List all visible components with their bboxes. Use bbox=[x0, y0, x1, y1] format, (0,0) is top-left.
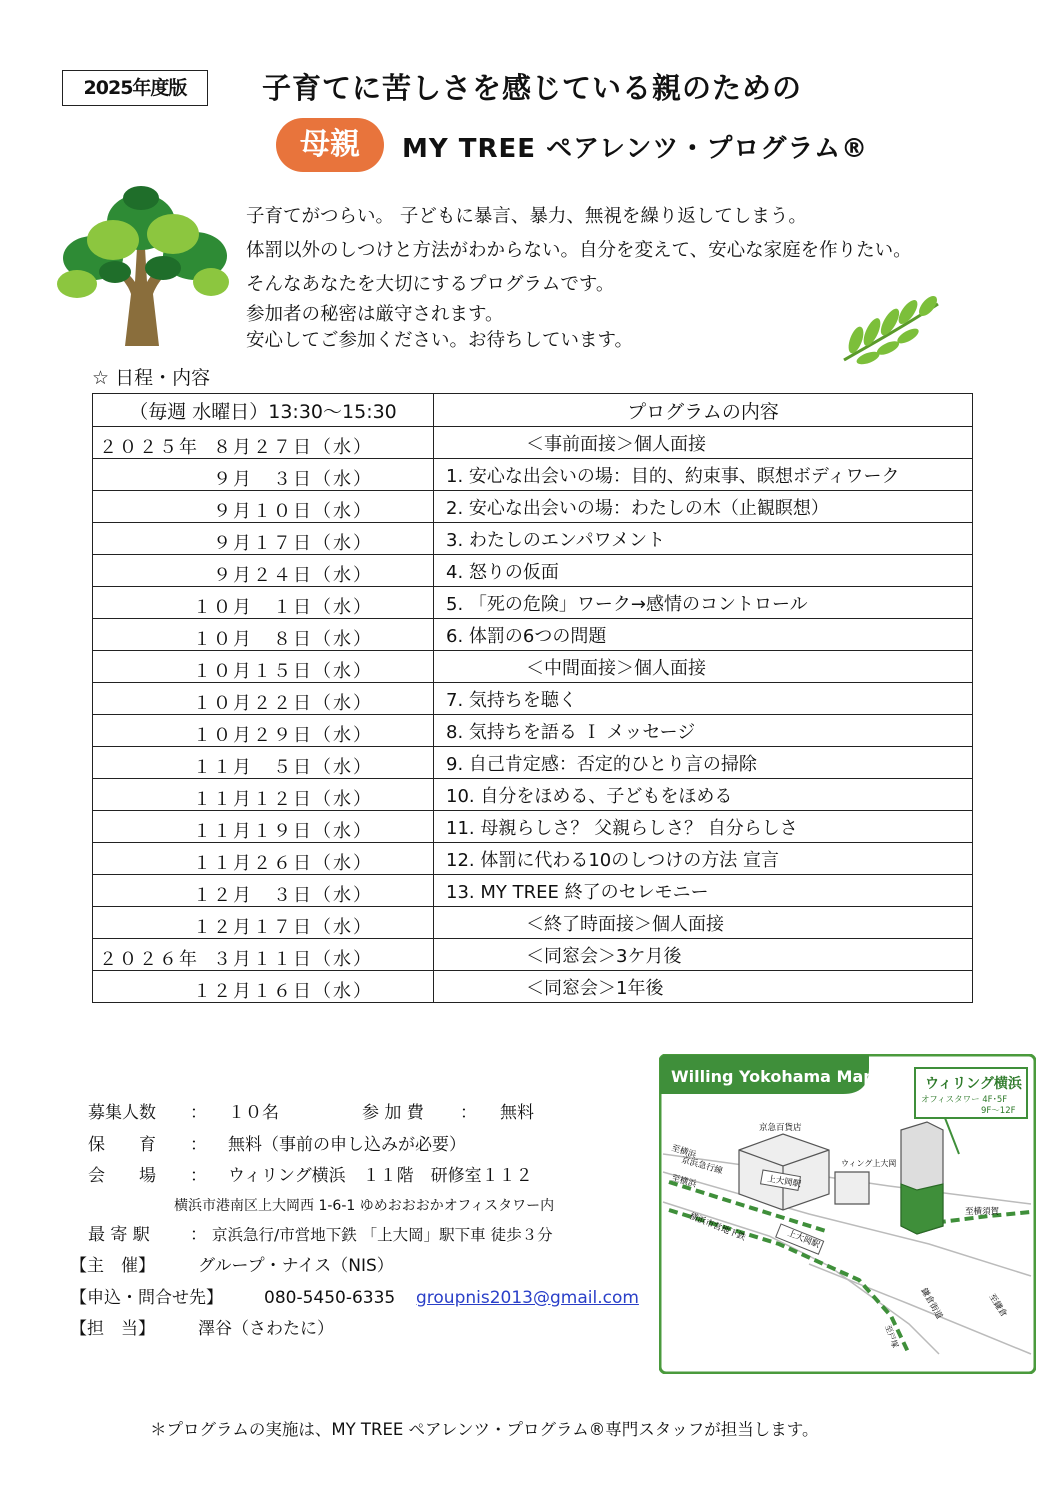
table-row bbox=[93, 683, 973, 715]
colon: ： bbox=[460, 1103, 477, 1123]
schedule-content: 3. わたしのエンパワメント bbox=[434, 523, 973, 555]
schedule-content: ＜終了時面接＞個人面接 bbox=[434, 907, 973, 939]
schedule-date-cell bbox=[93, 651, 434, 683]
schedule-content: 12. 体罰に代わる10のしつけの方法 宣言 bbox=[434, 843, 973, 875]
intro-line: 参加者の秘密は厳守されます。 bbox=[246, 304, 504, 325]
station-value: 京浜急行/市営地下鉄 「上大岡」駅下車 徒歩３分 bbox=[212, 1225, 553, 1244]
childcare-label: 保 育 bbox=[88, 1134, 156, 1155]
schedule-date-cell bbox=[93, 939, 434, 971]
fee-value: 無料 bbox=[500, 1103, 534, 1123]
schedule-date: ９月１７日（水） bbox=[213, 533, 373, 554]
schedule-date: １０月 １日（水） bbox=[193, 597, 373, 618]
schedule-date-cell bbox=[93, 523, 434, 555]
schedule-year: ２０２６年 bbox=[99, 949, 199, 970]
schedule-date-cell bbox=[93, 555, 434, 587]
contact-label: 【申込・問合せ先】 bbox=[70, 1287, 223, 1308]
schedule-content: 13. MY TREE 終了のセレモニー bbox=[434, 875, 973, 907]
schedule-date: １２月１７日（水） bbox=[193, 917, 373, 938]
schedule-content: 5. 「死の危険」ワーク→感情のコントロール bbox=[434, 587, 973, 619]
organizer-row bbox=[70, 1251, 554, 1283]
schedule-content: 10. 自分をほめる、子どもをほめる bbox=[434, 779, 973, 811]
schedule-content: ＜中間面接＞個人面接 bbox=[434, 651, 973, 683]
schedule-date-cell bbox=[93, 427, 434, 459]
schedule-date-cell bbox=[93, 875, 434, 907]
leaf-branch-icon bbox=[838, 296, 946, 366]
schedule-heading: ☆ 日程・内容 bbox=[92, 367, 211, 389]
to-yokohama-bottom: 至横浜 bbox=[670, 1173, 698, 1190]
department-store-building bbox=[739, 1134, 829, 1210]
intro-line: 子育てがつらい。 子どもに暴言、暴力、無視を繰り返してしまう。 bbox=[246, 206, 807, 227]
table-row bbox=[93, 971, 973, 1003]
organizer-label: 【主 催】 bbox=[70, 1256, 155, 1276]
schedule-date: １０月２９日（水） bbox=[193, 725, 373, 746]
intro-line: 安心してご参加ください。お待ちしています。 bbox=[246, 330, 634, 351]
schedule-content: 2. 安心な出会いの場：わたしの木（止観瞑想） bbox=[434, 491, 973, 523]
fee-label: 参 加 費 bbox=[362, 1103, 424, 1123]
tree-icon bbox=[55, 184, 231, 346]
schedule-date: ８月２７日（水） bbox=[213, 437, 373, 458]
table-row bbox=[93, 907, 973, 939]
schedule-date-cell bbox=[93, 811, 434, 843]
schedule-content: ＜事前面接＞個人面接 bbox=[434, 427, 973, 459]
building-floors-1: オフィスタワー 4F･5F bbox=[921, 1095, 1008, 1105]
table-row bbox=[93, 811, 973, 843]
schedule-date-cell bbox=[93, 459, 434, 491]
table-row bbox=[93, 747, 973, 779]
table-row bbox=[93, 651, 973, 683]
schedule-content: ＜同窓会＞3ケ月後 bbox=[434, 939, 973, 971]
kamakura-road-label: 鎌倉街道 bbox=[918, 1286, 945, 1321]
venue-label: 会 場 bbox=[88, 1166, 156, 1186]
schedule-content: 4. 怒りの仮面 bbox=[434, 555, 973, 587]
intro-line: そんなあなたを大切にするプログラムです。 bbox=[246, 274, 615, 295]
wing-kamiooka-label: ウィング上大岡 bbox=[841, 1159, 897, 1168]
phone-number: 080-5450-6335 bbox=[264, 1287, 396, 1308]
to-totsuka-label: 至戸塚 bbox=[883, 1323, 900, 1350]
schedule-date-cell bbox=[93, 779, 434, 811]
schedule-date-cell bbox=[93, 971, 434, 1003]
station-row bbox=[88, 1220, 554, 1252]
schedule-content: ＜同窓会＞1年後 bbox=[434, 971, 973, 1003]
table-row bbox=[93, 939, 973, 971]
childcare-row bbox=[88, 1130, 554, 1162]
station-label: 最 寄 駅 bbox=[88, 1224, 150, 1245]
table-header-row bbox=[93, 394, 973, 427]
person-value: 澤谷（さわたに） bbox=[198, 1319, 334, 1339]
venue-row bbox=[88, 1161, 554, 1193]
schedule-date: １２月１６日（水） bbox=[193, 981, 373, 1002]
table-row bbox=[93, 843, 973, 875]
kamiooka-station-top: 上大岡駅 bbox=[766, 1174, 802, 1190]
capacity-label: 募集人数 bbox=[88, 1103, 156, 1123]
to-kamakura-label: 至鎌倉 bbox=[986, 1292, 1009, 1320]
map-title: Willing Yokohama Map bbox=[671, 1067, 875, 1086]
person-row bbox=[70, 1314, 554, 1346]
table-row bbox=[93, 491, 973, 523]
email-link[interactable]: groupnis2013@gmail.com bbox=[416, 1287, 639, 1308]
person-label: 【担 当】 bbox=[70, 1319, 155, 1339]
page-title: 子育てに苦しさを感じている親のための bbox=[262, 71, 803, 105]
schedule-content: 1. 安心な出会いの場：目的、約束事、瞑想ボディワーク bbox=[434, 459, 973, 491]
schedule-content: 9. 自己肯定感：否定的ひとり言の掃除 bbox=[434, 747, 973, 779]
schedule-date-cell bbox=[93, 843, 434, 875]
subway-label: 横浜市営地下鉄 bbox=[687, 1211, 747, 1244]
table-row bbox=[93, 779, 973, 811]
header-date: （毎週 水曜日）13:30～15:30 bbox=[93, 394, 434, 427]
colon: ： bbox=[190, 1224, 207, 1245]
schedule-date: １０月 ８日（水） bbox=[193, 629, 373, 650]
header-content: プログラムの内容 bbox=[434, 394, 973, 427]
to-yokohama-top: 至横浜 bbox=[670, 1143, 698, 1161]
table-row bbox=[93, 523, 973, 555]
schedule-year: ２０２５年 bbox=[99, 437, 199, 458]
schedule-date: ９月２４日（水） bbox=[213, 565, 373, 586]
schedule-date-cell bbox=[93, 619, 434, 651]
schedule-body bbox=[93, 427, 973, 1003]
table-row bbox=[93, 555, 973, 587]
table-row bbox=[93, 715, 973, 747]
colon: ： bbox=[190, 1134, 207, 1155]
schedule-date: １２月 ３日（水） bbox=[193, 885, 373, 906]
kamiooka-station-bottom: 上大岡駅 bbox=[785, 1228, 822, 1251]
venue-value: ウィリング横浜 １１階 研修室１１２ bbox=[228, 1166, 533, 1186]
colon: ： bbox=[190, 1103, 207, 1123]
to-yokosuka-label: 至横須賀 bbox=[965, 1207, 1000, 1217]
keikyu-line-label: 京浜急行線 bbox=[680, 1155, 724, 1177]
table-row bbox=[93, 427, 973, 459]
intro-text bbox=[246, 200, 912, 354]
schedule-date: ３月１１日（水） bbox=[213, 949, 373, 970]
intro-line: 体罰以外のしつけと方法がわからない。自分を変えて、安心な家庭を作りたい。 bbox=[246, 240, 912, 261]
venue-address: 横浜市港南区上大岡西 1-6-1 ゆめおおおかオフィスタワー内 bbox=[174, 1197, 555, 1214]
schedule-date-cell bbox=[93, 491, 434, 523]
table-row bbox=[93, 459, 973, 491]
schedule-date: ９月１０日（水） bbox=[213, 501, 373, 522]
info-block bbox=[70, 1098, 639, 1346]
table-row bbox=[93, 619, 973, 651]
footer-note: ＊プログラムの実施は、MY TREE ペアレンツ・プログラム®専門スタッフが担当します。 bbox=[150, 1420, 819, 1439]
willing-yokohama-floors bbox=[901, 1184, 943, 1234]
schedule-date: ９月 ３日（水） bbox=[213, 469, 373, 490]
schedule-date-cell bbox=[93, 587, 434, 619]
venue-map bbox=[659, 1054, 1036, 1374]
schedule-date: １１月１２日（水） bbox=[193, 789, 373, 810]
wing-building bbox=[835, 1172, 869, 1204]
schedule-date-cell bbox=[93, 747, 434, 779]
colon: ： bbox=[190, 1166, 207, 1186]
mother-badge: 母親 bbox=[276, 118, 384, 172]
schedule-date-cell bbox=[93, 907, 434, 939]
schedule-content: 11. 母親らしさ？ 父親らしさ？ 自分らしさ bbox=[434, 811, 973, 843]
program-name: MY TREE ペアレンツ・プログラム® bbox=[402, 134, 869, 164]
schedule-date: １０月１５日（水） bbox=[193, 661, 373, 682]
edition-label: 2025年度版 bbox=[62, 70, 208, 106]
schedule-date-cell bbox=[93, 715, 434, 747]
contact-row bbox=[70, 1283, 639, 1315]
schedule-date: １１月 ５日（水） bbox=[193, 757, 373, 778]
table-row bbox=[93, 875, 973, 907]
capacity-value: １０名 bbox=[228, 1103, 279, 1123]
capacity-row bbox=[88, 1098, 554, 1130]
schedule-date: １０月２２日（水） bbox=[193, 693, 373, 714]
organizer-value: グループ・ナイス（NIS） bbox=[198, 1256, 394, 1276]
schedule-content: 7. 気持ちを聴く bbox=[434, 683, 973, 715]
building-name: ウィリング横浜 bbox=[925, 1076, 1022, 1092]
department-store-label: 京急百貨店 bbox=[759, 1123, 802, 1133]
schedule-content: 8. 気持ちを語る Ｉ メッセージ bbox=[434, 715, 973, 747]
schedule-content: 6. 体罰の6つの問題 bbox=[434, 619, 973, 651]
building-floors-2: 9F〜12F bbox=[981, 1106, 1016, 1116]
schedule-date-cell bbox=[93, 683, 434, 715]
table-row bbox=[93, 587, 973, 619]
childcare-value: 無料（事前の申し込みが必要） bbox=[228, 1134, 466, 1155]
schedule-table bbox=[92, 393, 973, 1003]
schedule-date: １１月１９日（水） bbox=[193, 821, 373, 842]
schedule-date: １１月２６日（水） bbox=[193, 853, 373, 874]
